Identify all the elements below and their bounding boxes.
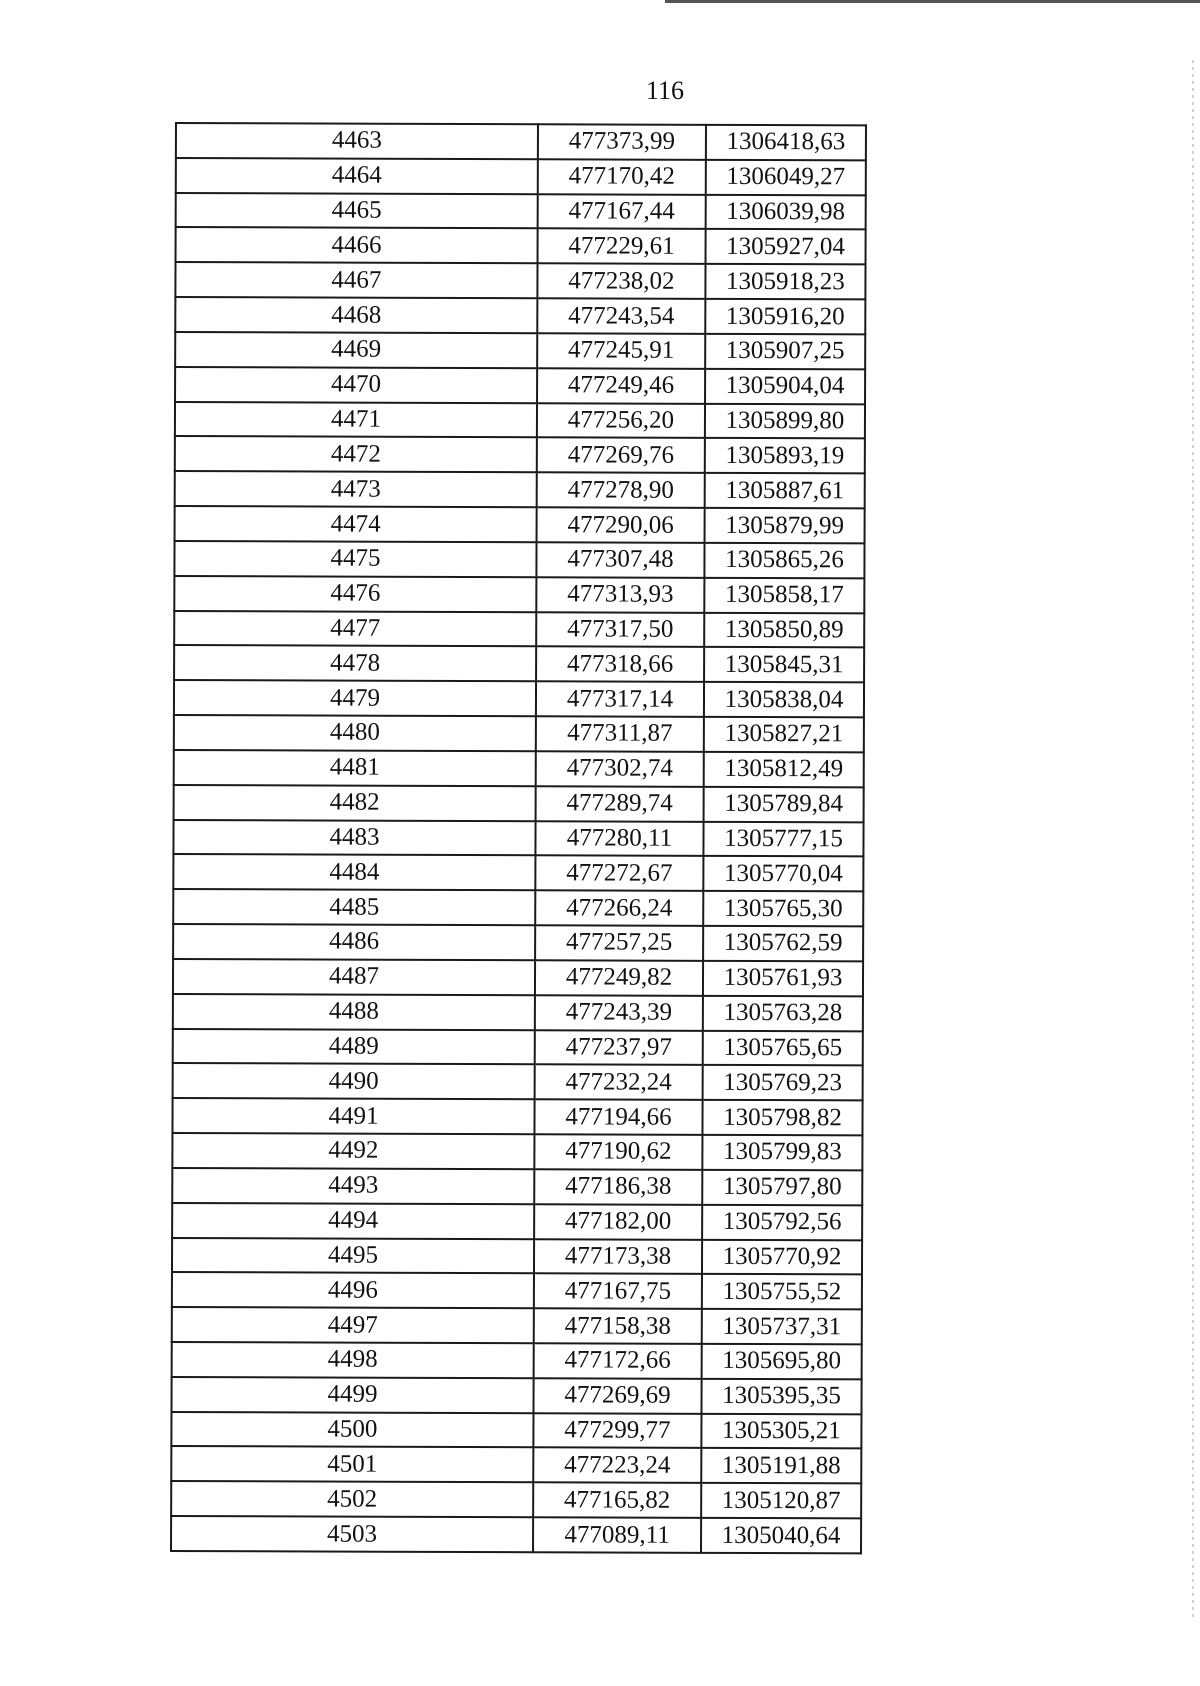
x-coordinate-cell: 477269,69	[533, 1378, 701, 1413]
y-coordinate-cell: 1305792,56	[702, 1205, 862, 1240]
table-row	[173, 889, 863, 926]
point-number-cell: 4486	[173, 924, 535, 960]
table-row	[174, 645, 864, 682]
top-edge-rule	[665, 0, 1200, 3]
page-number: 116	[645, 76, 685, 105]
y-coordinate-cell: 1305916,20	[705, 299, 865, 334]
x-coordinate-cell: 477238,02	[537, 264, 705, 299]
point-number-cell: 4476	[174, 576, 536, 612]
table-row	[175, 297, 865, 334]
table-row	[173, 994, 863, 1031]
point-number-cell: 4470	[175, 367, 537, 403]
point-number-cell: 4489	[173, 1029, 535, 1065]
x-coordinate-cell: 477307,48	[536, 542, 704, 577]
y-coordinate-cell: 1305755,52	[702, 1274, 862, 1309]
y-coordinate-cell: 1305770,04	[703, 856, 863, 891]
table-row	[171, 1481, 861, 1518]
y-coordinate-cell: 1306049,27	[706, 160, 866, 195]
point-number-cell: 4467	[175, 262, 537, 298]
table-row	[171, 1377, 861, 1414]
x-coordinate-cell: 477170,42	[538, 159, 706, 194]
point-number-cell: 4483	[173, 820, 535, 856]
x-coordinate-cell: 477229,61	[538, 229, 706, 264]
y-coordinate-cell: 1305904,04	[705, 369, 865, 404]
point-number-cell: 4466	[176, 227, 538, 263]
y-coordinate-cell: 1305845,31	[704, 647, 864, 682]
y-coordinate-cell: 1305789,84	[704, 787, 864, 822]
point-number-cell: 4474	[175, 506, 537, 542]
x-coordinate-cell: 477237,97	[535, 1030, 703, 1065]
x-coordinate-cell: 477302,74	[536, 751, 704, 786]
table-row	[173, 820, 863, 857]
x-coordinate-cell: 477089,11	[533, 1517, 701, 1552]
x-coordinate-cell: 477299,77	[533, 1413, 701, 1448]
point-number-cell: 4480	[174, 715, 536, 751]
y-coordinate-cell: 1305827,21	[704, 717, 864, 752]
point-number-cell: 4477	[174, 611, 536, 647]
y-coordinate-cell: 1306039,98	[706, 195, 866, 230]
point-number-cell: 4492	[172, 1133, 534, 1169]
x-coordinate-cell: 477186,38	[534, 1169, 702, 1204]
point-number-cell: 4478	[174, 645, 536, 681]
y-coordinate-cell: 1305799,83	[702, 1135, 862, 1170]
y-coordinate-cell: 1305765,30	[703, 891, 863, 926]
table-row	[174, 541, 864, 578]
y-coordinate-cell: 1305899,80	[705, 403, 865, 438]
point-number-cell: 4482	[174, 785, 536, 821]
point-number-cell: 4494	[172, 1203, 534, 1239]
x-coordinate-cell: 477245,91	[537, 333, 705, 368]
table-row	[175, 262, 865, 299]
y-coordinate-cell: 1305918,23	[705, 264, 865, 299]
table-row	[174, 715, 864, 752]
point-number-cell: 4490	[173, 1063, 535, 1099]
table-row	[176, 123, 866, 160]
x-coordinate-cell: 477232,24	[535, 1065, 703, 1100]
table-row	[176, 193, 866, 230]
x-coordinate-cell: 477256,20	[537, 403, 705, 438]
point-number-cell: 4479	[174, 680, 536, 716]
x-coordinate-cell: 477158,38	[534, 1308, 702, 1343]
table-row	[171, 1446, 861, 1483]
x-coordinate-cell: 477172,66	[534, 1343, 702, 1378]
point-number-cell: 4469	[175, 332, 537, 368]
point-number-cell: 4498	[172, 1342, 534, 1378]
x-coordinate-cell: 477173,38	[534, 1239, 702, 1274]
y-coordinate-cell: 1305040,64	[701, 1518, 861, 1553]
point-number-cell: 4468	[175, 297, 537, 333]
y-coordinate-cell: 1305858,17	[704, 578, 864, 613]
y-coordinate-cell: 1305927,04	[706, 229, 866, 264]
point-number-cell: 4503	[171, 1516, 533, 1552]
table-row	[174, 750, 864, 787]
x-coordinate-cell: 477182,00	[534, 1204, 702, 1239]
point-number-cell: 4475	[174, 541, 536, 577]
y-coordinate-cell: 1305777,15	[703, 821, 863, 856]
point-number-cell: 4488	[173, 994, 535, 1030]
coordinates-table	[170, 122, 867, 1554]
x-coordinate-cell: 477289,74	[536, 786, 704, 821]
y-coordinate-cell: 1305395,35	[701, 1379, 861, 1414]
table-row	[171, 1412, 861, 1449]
x-coordinate-cell: 477278,90	[537, 473, 705, 508]
point-number-cell: 4499	[171, 1377, 533, 1413]
table-row	[172, 1237, 862, 1274]
table-row	[174, 680, 864, 717]
y-coordinate-cell: 1305798,82	[702, 1100, 862, 1135]
point-number-cell: 4501	[171, 1446, 533, 1482]
table-row	[172, 1272, 862, 1309]
x-coordinate-cell: 477165,82	[533, 1483, 701, 1518]
y-coordinate-cell: 1305761,93	[703, 961, 863, 996]
x-coordinate-cell: 477317,14	[536, 682, 704, 717]
point-number-cell: 4500	[171, 1412, 533, 1448]
y-coordinate-cell: 1305191,88	[701, 1448, 861, 1483]
table-row	[174, 576, 864, 613]
coordinates-table-body	[171, 123, 866, 1553]
table-row	[173, 924, 863, 961]
x-coordinate-cell: 477266,24	[535, 890, 703, 925]
point-number-cell: 4481	[174, 750, 536, 786]
x-coordinate-cell: 477190,62	[534, 1134, 702, 1169]
table-row	[173, 854, 863, 891]
table-row	[172, 1203, 862, 1240]
point-number-cell: 4495	[172, 1237, 534, 1273]
y-coordinate-cell: 1305765,65	[703, 1030, 863, 1065]
table-row	[175, 471, 865, 508]
y-coordinate-cell: 1305797,80	[702, 1170, 862, 1205]
x-coordinate-cell: 477311,87	[536, 716, 704, 751]
scan-edge-mark	[1192, 60, 1194, 1620]
x-coordinate-cell: 477272,67	[535, 856, 703, 891]
table-row	[175, 402, 865, 439]
x-coordinate-cell: 477249,46	[537, 368, 705, 403]
x-coordinate-cell: 477167,44	[538, 194, 706, 229]
table-row	[173, 1063, 863, 1100]
y-coordinate-cell: 1305770,92	[702, 1239, 862, 1274]
table-row	[175, 436, 865, 473]
y-coordinate-cell: 1305762,59	[703, 926, 863, 961]
x-coordinate-cell: 477290,06	[537, 507, 705, 542]
y-coordinate-cell: 1305850,89	[704, 612, 864, 647]
y-coordinate-cell: 1305812,49	[704, 752, 864, 787]
x-coordinate-cell: 477249,82	[535, 960, 703, 995]
table-row	[175, 367, 865, 404]
table-row	[175, 332, 865, 369]
x-coordinate-cell: 477167,75	[534, 1274, 702, 1309]
x-coordinate-cell: 477269,76	[537, 438, 705, 473]
y-coordinate-cell: 1305120,87	[701, 1483, 861, 1518]
table-row	[172, 1098, 862, 1135]
y-coordinate-cell: 1305769,23	[703, 1065, 863, 1100]
table-row	[173, 959, 863, 996]
x-coordinate-cell: 477280,11	[535, 821, 703, 856]
x-coordinate-cell: 477373,99	[538, 124, 706, 159]
point-number-cell: 4491	[172, 1098, 534, 1134]
point-number-cell: 4484	[173, 854, 535, 890]
point-number-cell: 4463	[176, 123, 538, 159]
point-number-cell: 4473	[175, 471, 537, 507]
x-coordinate-cell: 477257,25	[535, 925, 703, 960]
x-coordinate-cell: 477194,66	[534, 1099, 702, 1134]
point-number-cell: 4471	[175, 402, 537, 438]
point-number-cell: 4496	[172, 1272, 534, 1308]
point-number-cell: 4464	[176, 158, 538, 194]
table-row	[172, 1133, 862, 1170]
table-row	[171, 1516, 861, 1553]
y-coordinate-cell: 1305907,25	[705, 334, 865, 369]
y-coordinate-cell: 1306418,63	[706, 125, 866, 160]
y-coordinate-cell: 1305838,04	[704, 682, 864, 717]
point-number-cell: 4487	[173, 959, 535, 995]
point-number-cell: 4502	[171, 1481, 533, 1517]
y-coordinate-cell: 1305887,61	[705, 473, 865, 508]
y-coordinate-cell: 1305737,31	[702, 1309, 862, 1344]
x-coordinate-cell: 477317,50	[536, 612, 704, 647]
y-coordinate-cell: 1305893,19	[705, 438, 865, 473]
table-row	[172, 1168, 862, 1205]
table-row	[175, 506, 865, 543]
point-number-cell: 4497	[172, 1307, 534, 1343]
point-number-cell: 4472	[175, 436, 537, 472]
point-number-cell: 4493	[172, 1168, 534, 1204]
point-number-cell: 4465	[176, 193, 538, 229]
x-coordinate-cell: 477318,66	[536, 647, 704, 682]
x-coordinate-cell: 477313,93	[536, 577, 704, 612]
table-row	[176, 227, 866, 264]
y-coordinate-cell: 1305763,28	[703, 996, 863, 1031]
table-row	[172, 1342, 862, 1379]
x-coordinate-cell: 477243,54	[537, 298, 705, 333]
x-coordinate-cell: 477223,24	[533, 1448, 701, 1483]
y-coordinate-cell: 1305879,99	[705, 508, 865, 543]
y-coordinate-cell: 1305865,26	[704, 543, 864, 578]
table-row	[176, 158, 866, 195]
point-number-cell: 4485	[173, 889, 535, 925]
x-coordinate-cell: 477243,39	[535, 995, 703, 1030]
y-coordinate-cell: 1305695,80	[702, 1344, 862, 1379]
table-row	[174, 785, 864, 822]
table-row	[174, 611, 864, 648]
table-row	[173, 1029, 863, 1066]
table-row	[172, 1307, 862, 1344]
y-coordinate-cell: 1305305,21	[701, 1413, 861, 1448]
